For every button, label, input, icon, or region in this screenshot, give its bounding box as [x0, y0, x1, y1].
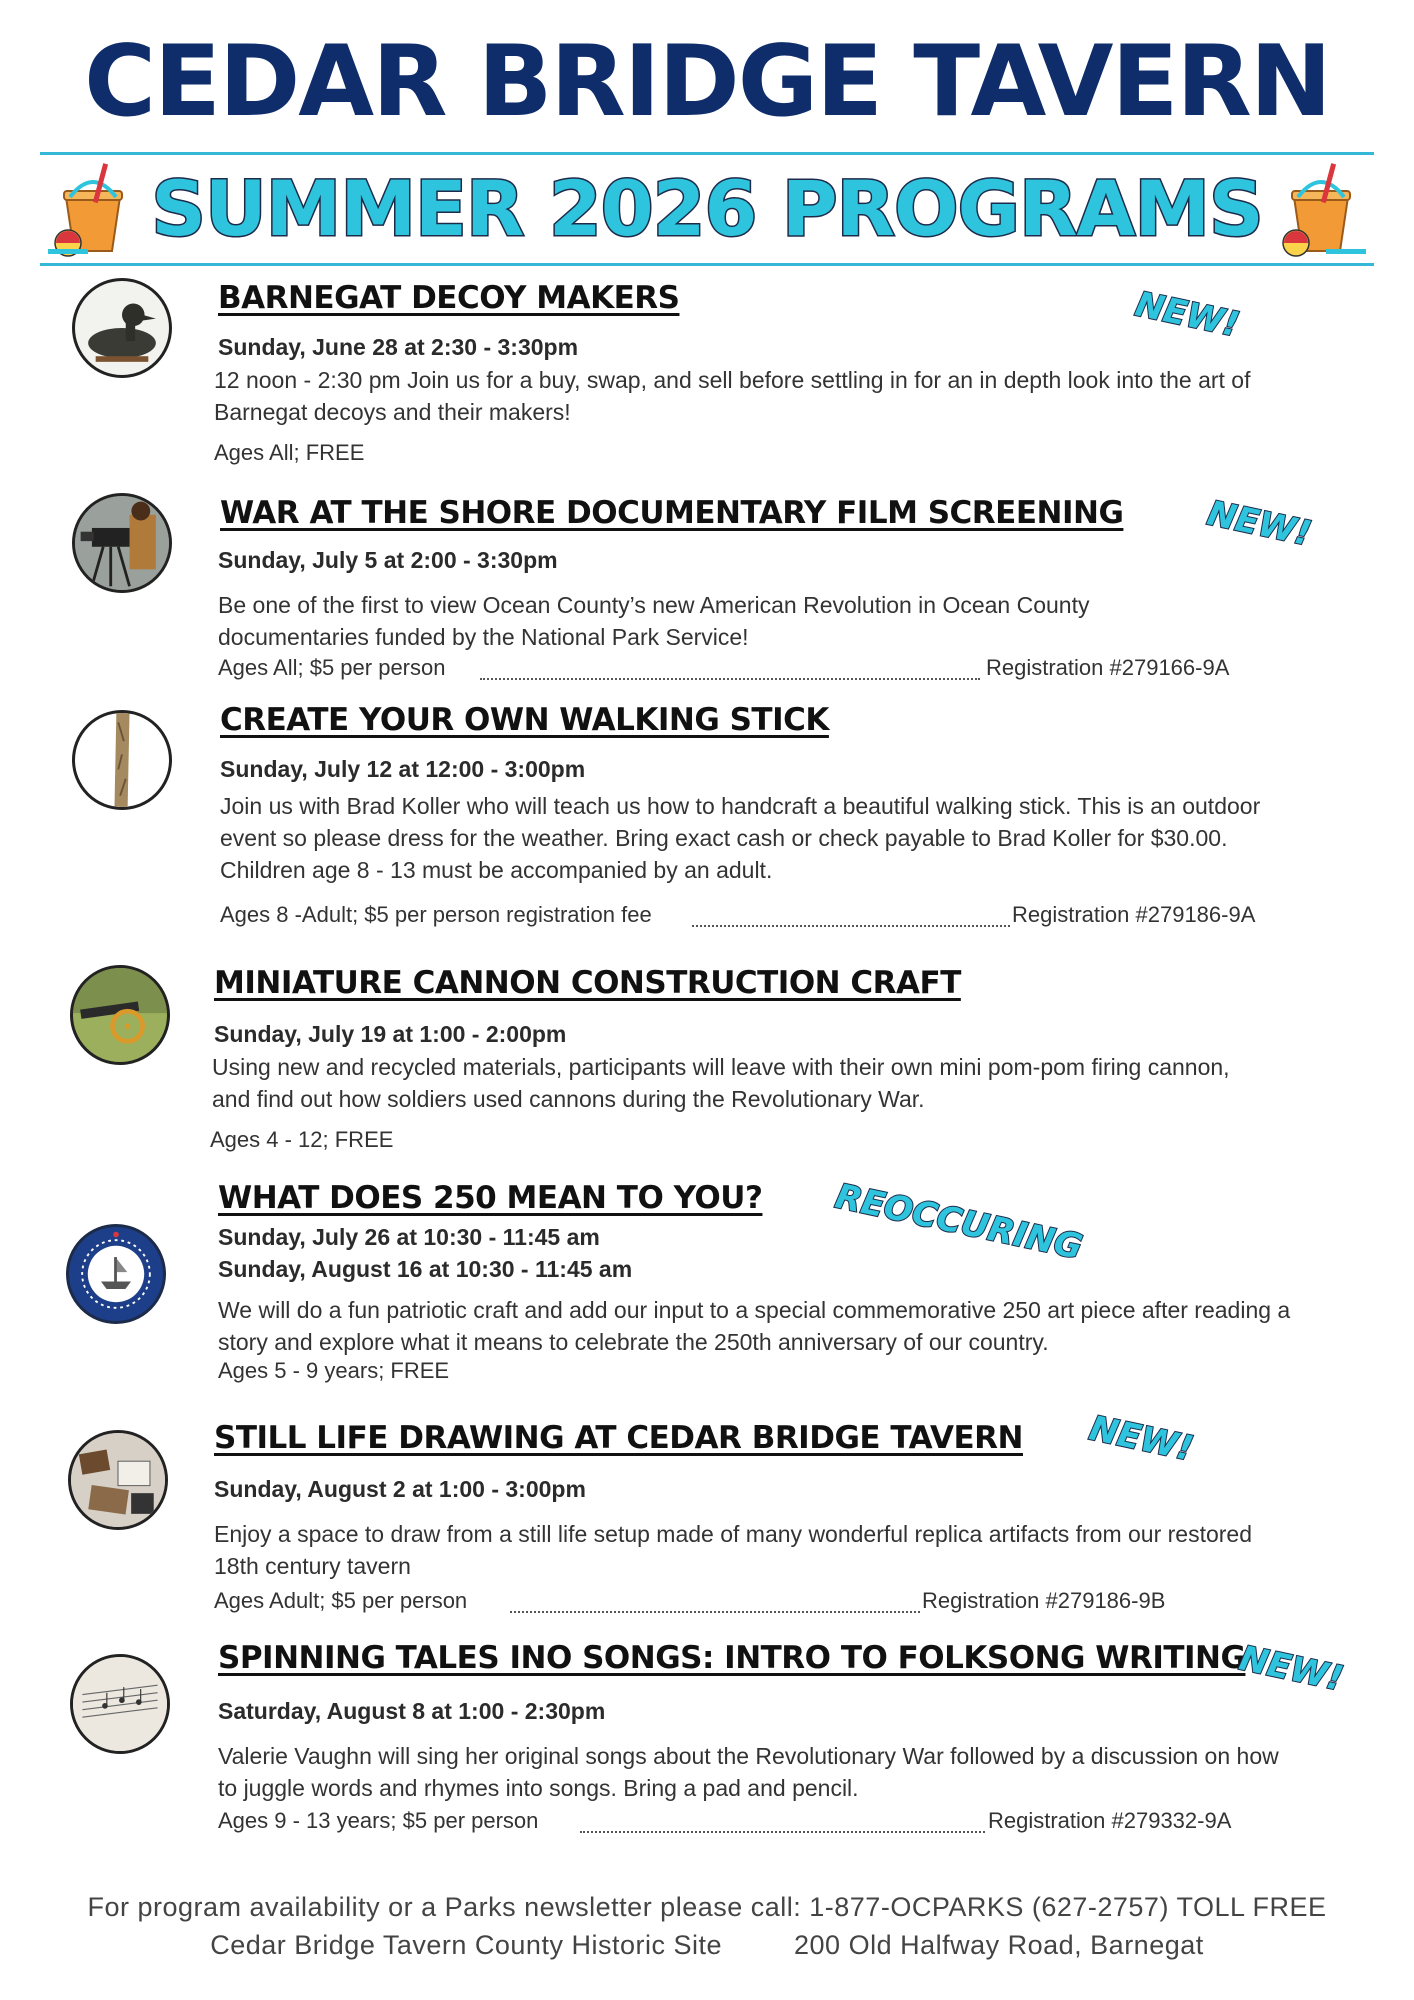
event-date: Saturday, August 8 at 1:00 - 2:30pm	[218, 1698, 606, 1724]
event-date: Sunday, July 19 at 1:00 - 2:00pm	[214, 1021, 567, 1047]
event-date: Sunday, July 26 at 10:30 - 11:45 am	[218, 1224, 600, 1250]
film-camera-icon	[72, 493, 172, 593]
program-banner	[40, 152, 1374, 266]
new-badge: NEW!	[1131, 284, 1243, 346]
footer-site: Cedar Bridge Tavern County Historic Site	[210, 1930, 722, 1960]
event-date: Sunday, August 16 at 10:30 - 11:45 am	[218, 1256, 633, 1282]
event-ages: Ages 9 - 13 years; $5 per person	[218, 1808, 539, 1833]
event-ages: Ages All; $5 per person	[218, 655, 446, 680]
event-date: Sunday, June 28 at 2:30 - 3:30pm	[218, 334, 579, 360]
new-badge: NEW!	[1235, 1638, 1347, 1700]
registration-number: Registration #279332-9A	[988, 1808, 1232, 1833]
event-title: MINIATURE CANNON CONSTRUCTION CRAFT	[214, 965, 961, 1001]
event-title: CREATE YOUR OWN WALKING STICK	[220, 702, 829, 738]
decoy-duck-icon	[72, 278, 172, 378]
event-title: SPINNING TALES INO SONGS: INTRO TO FOLKSONG WRITING	[218, 1640, 1246, 1676]
sheet-music-icon	[70, 1654, 170, 1754]
leader-dots	[580, 1831, 985, 1833]
footer-contact: For program availability or a Parks newsletter please call: 1-877-OCPARKS (627-2757) TOLL FREE	[87, 1892, 1327, 1922]
event-description: Join us with Brad Koller who will teach us how to handcraft a beautiful walking stick. This is an outdoor event so please dress for the weather. Bring exact cash or check payable to Brad Koller for $30.00. Children age 8 - 13 must be accompanied by an adult.	[220, 793, 1261, 883]
event-date: Sunday, July 5 at 2:00 - 3:30pm	[218, 547, 558, 573]
cannon-icon	[70, 965, 170, 1065]
event-ages: Ages 8 -Adult; $5 per person registration fee	[220, 902, 652, 927]
new-badge: NEW!	[1203, 493, 1315, 555]
leader-dots	[692, 925, 1010, 927]
registration-number: Registration #279186-9B	[922, 1588, 1166, 1613]
event-description: 12 noon - 2:30 pm Join us for a buy, swap, and sell before settling in for an in depth look into the art of Barnegat decoys and their makers!	[214, 367, 1251, 425]
event-description: Be one of the first to view Ocean County’s new American Revolution in Ocean County documentaries funded by the National Park Service!	[218, 592, 1090, 650]
event-ages: Ages Adult; $5 per person	[214, 1588, 468, 1613]
art-supplies-icon	[68, 1430, 168, 1530]
new-badge: NEW!	[1085, 1408, 1197, 1470]
event-title: WHAT DOES 250 MEAN TO YOU?	[218, 1180, 763, 1216]
event-description: We will do a fun patriotic craft and add our input to a special commemorative 250 art piece after reading a story and explore what it means to celebrate the 250th anniversary of our country.	[218, 1297, 1291, 1355]
footer-location	[0, 1930, 1414, 1961]
ocean-county-seal-icon	[66, 1224, 166, 1324]
event-description: Valerie Vaughn will sing her original songs about the Revolutionary War followed by a discussion on how to juggle words and rhymes into songs. Bring a pad and pencil.	[218, 1743, 1279, 1801]
registration-number: Registration #279166-9A	[986, 655, 1230, 680]
event-ages: Ages 4 - 12; FREE	[210, 1127, 394, 1152]
walking-stick-icon	[72, 710, 172, 810]
reoccuring-badge: REOCCURING	[831, 1176, 1086, 1268]
event-ages: Ages All; FREE	[214, 440, 365, 465]
page-subtitle: SUMMER 2026 PROGRAMS	[151, 164, 1263, 253]
leader-dots	[480, 678, 980, 680]
event-description: Using new and recycled materials, participants will leave with their own mini pom-pom firing cannon, and find out how soldiers used cannons during the Revolutionary War.	[212, 1054, 1230, 1112]
event-description: Enjoy a space to draw from a still life setup made of many wonderful replica artifacts from our restored 18th century tavern	[214, 1521, 1253, 1579]
event-title: WAR AT THE SHORE DOCUMENTARY FILM SCREENING	[220, 495, 1124, 531]
event-title: BARNEGAT DECOY MAKERS	[218, 280, 680, 316]
leader-dots	[510, 1611, 920, 1613]
registration-number: Registration #279186-9A	[1012, 902, 1256, 927]
event-ages: Ages 5 - 9 years; FREE	[218, 1358, 450, 1383]
event-date: Sunday, July 12 at 12:00 - 3:00pm	[220, 756, 586, 782]
event-date: Sunday, August 2 at 1:00 - 3:00pm	[214, 1476, 586, 1502]
footer-address: 200 Old Halfway Road, Barnegat	[794, 1930, 1204, 1960]
event-title: STILL LIFE DRAWING AT CEDAR BRIDGE TAVERN	[214, 1420, 1023, 1456]
sand-bucket-icon	[1276, 159, 1366, 259]
page-title: CEDAR BRIDGE TAVERN	[84, 25, 1330, 139]
